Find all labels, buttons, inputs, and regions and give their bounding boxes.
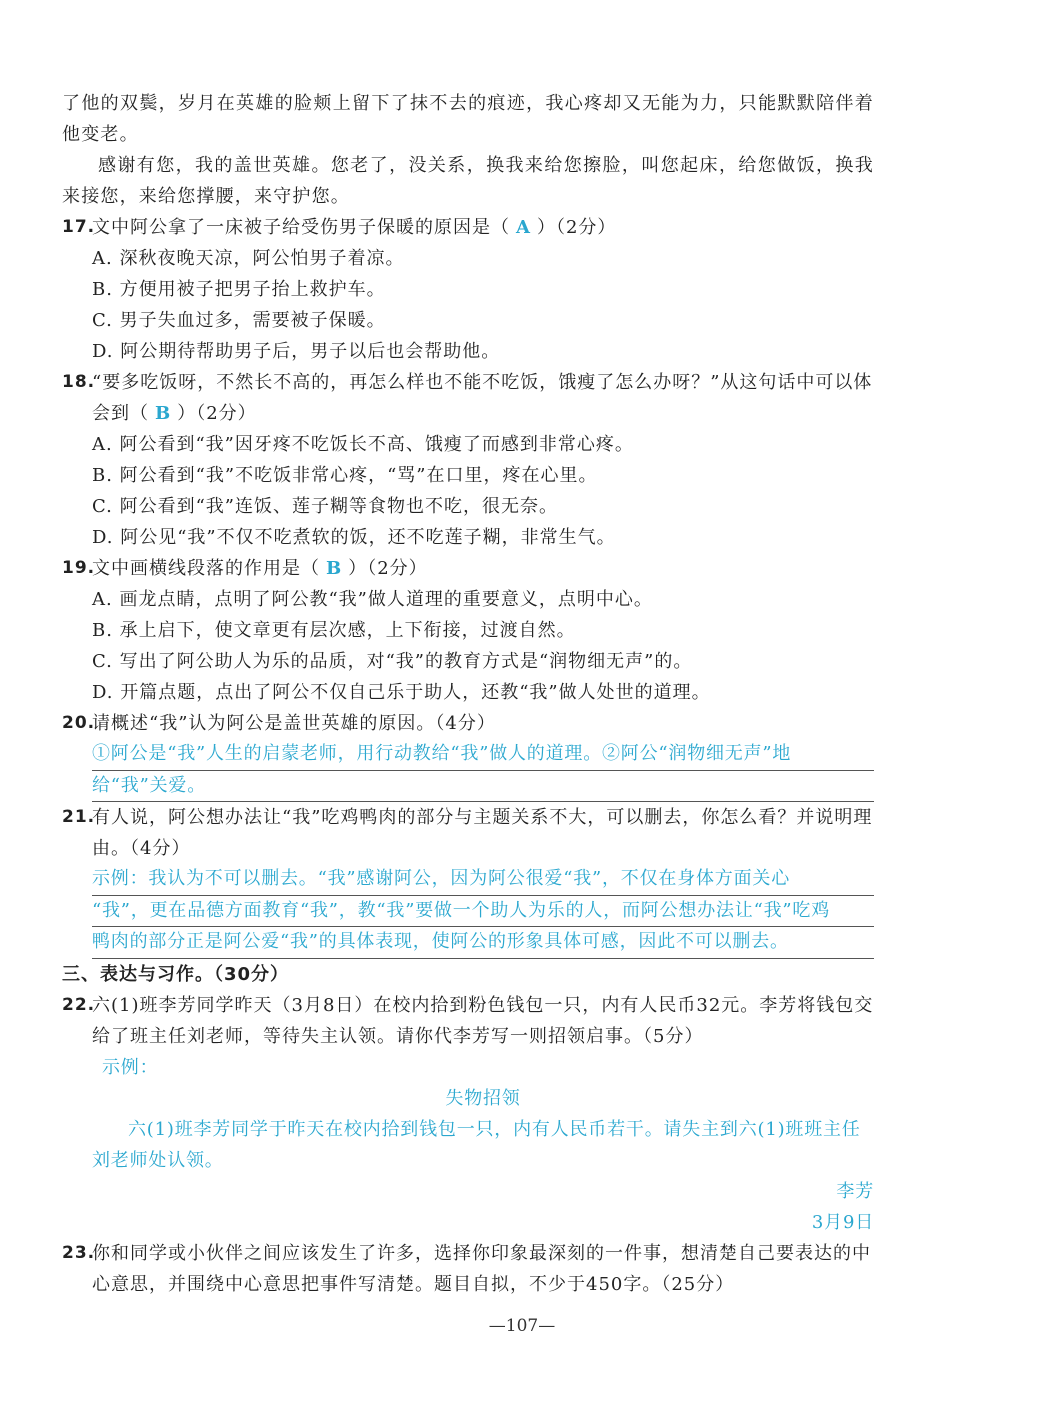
option-a: A. 阿公看到“我”因牙疼不吃饭长不高、饿瘦了而感到非常心疼。 bbox=[92, 434, 634, 455]
option-d: D. 开篇点题，点出了阿公不仅自己乐于助人，还教“我”做人处世的道理。 bbox=[92, 682, 711, 703]
answer-block bbox=[92, 739, 874, 802]
notice-title: 失物招领 bbox=[445, 1087, 521, 1109]
question-text: 你和同学或小伙伴之间应该发生了许多，选择你印象最深刻的一件事，想清楚自己要表达的中心意思，并围绕中心意思把事件写清楚。题目自拟，不少于450字。（25分） bbox=[92, 1242, 871, 1295]
question-text: “要多吃饭呀，不然长不高的，再怎么样也不能不吃饭，饿瘦了怎么办呀？”从这句话中可以体会到（ bbox=[92, 372, 873, 424]
option-c: C. 男子失血过多，需要被子保暖。 bbox=[92, 310, 386, 331]
question-text: 请概述“我”认为阿公是盖世英雄的原因。（4分） bbox=[92, 713, 496, 734]
question-score: ）（2分） bbox=[536, 217, 617, 238]
option-c: C. 写出了阿公助人为乐的品质，对“我”的教育方式是“润物细无声”的。 bbox=[92, 651, 693, 672]
question-text: 有人说，阿公想办法让“我”吃鸡鸭肉的部分与主题关系不大，可以删去，你怎么看？并说明理由。（4分） bbox=[92, 807, 873, 859]
question-20 bbox=[62, 708, 874, 739]
question-number: 23. bbox=[62, 1242, 96, 1263]
page-number: —107— bbox=[488, 1316, 556, 1336]
answer-line: 示例：我认为不可以删去。“我”感谢阿公，因为阿公很爱“我”，不仅在身体方面关心 bbox=[92, 864, 874, 896]
option-b: B. 承上启下，使文章更有层次感，上下衔接，过渡自然。 bbox=[92, 620, 576, 641]
notice-body: 六(1)班李芳同学于昨天在校内拾到钱包一只，内有人民币若干。请失主到六(1)班班主任刘老师处认领。 bbox=[92, 1118, 861, 1171]
question-score: ）（2分） bbox=[177, 403, 257, 424]
option-d: D. 阿公见“我”不仅不吃煮软的饭，还不吃莲子糊，非常生气。 bbox=[92, 527, 616, 548]
question-number: 17. bbox=[62, 217, 96, 237]
question-score: ）（2分） bbox=[348, 558, 428, 579]
question-text: 文中画横线段落的作用是（ bbox=[92, 558, 320, 579]
answer-choice: A bbox=[516, 217, 531, 238]
notice-date: 3月9日 bbox=[811, 1211, 874, 1233]
option-b: B. 方便用被子把男子抬上救护车。 bbox=[92, 279, 386, 300]
question-number: 21. bbox=[62, 807, 96, 827]
question-text: 六(1)班李芳同学昨天（3月8日）在校内拾到粉色钱包一只，内有人民币32元。李芳将钱包交给了班主任刘老师，等待失主认领。请你代李芳写一则招领启事。（5分） bbox=[92, 994, 874, 1047]
question-19 bbox=[62, 553, 874, 584]
question-number: 20. bbox=[62, 713, 96, 733]
answer-line: 给“我”关爱。 bbox=[92, 771, 874, 803]
page-content bbox=[62, 88, 874, 1300]
question-text: 文中阿公拿了一床被子给受伤男子保暖的原因是（ bbox=[92, 217, 510, 238]
question-21 bbox=[62, 802, 874, 864]
option-c: C. 阿公看到“我”连饭、莲子糊等食物也不吃，很无奈。 bbox=[92, 496, 558, 517]
example-label: 示例： bbox=[102, 1056, 159, 1078]
answer-choice: B bbox=[155, 403, 172, 424]
passage-line-1: 了他的双鬓，岁月在英雄的脸颊上留下了抹不去的痕迹，我心疼却又无能为力，只能默默陪伴着他变老。 bbox=[62, 93, 874, 145]
question-number: 19. bbox=[62, 558, 96, 578]
question-number: 22. bbox=[62, 994, 96, 1015]
answer-line: ①阿公是“我”人生的启蒙老师，用行动教给“我”做人的道理。②阿公“润物细无声”地 bbox=[92, 739, 874, 771]
question-17 bbox=[62, 212, 874, 243]
option-a: A. 深秋夜晚天凉，阿公怕男子着凉。 bbox=[92, 248, 405, 269]
question-23 bbox=[62, 1238, 874, 1300]
passage-line-2: 感谢有您，我的盖世英雄。您老了，没关系，换我来给您擦脸，叫您起床，给您做饭，换我来接您，来给您撑腰，来守护您。 bbox=[62, 155, 874, 207]
notice-signature: 李芳 bbox=[836, 1180, 874, 1202]
answer-line: “我”，更在品德方面教育“我”，教“我”要做一个助人为乐的人，而阿公想办法让“我”吃鸡 bbox=[92, 896, 874, 928]
question-22 bbox=[62, 990, 874, 1052]
question-18 bbox=[62, 367, 874, 429]
answer-block bbox=[92, 864, 874, 959]
answer-line: 鸭肉的部分正是阿公爱“我”的具体表现，使阿公的形象具体可感，因此不可以删去。 bbox=[92, 927, 874, 959]
option-d: D. 阿公期待帮助男子后，男子以后也会帮助他。 bbox=[92, 341, 501, 362]
option-a: A. 画龙点睛，点明了阿公教“我”做人道理的重要意义，点明中心。 bbox=[92, 589, 653, 610]
option-b: B. 阿公看到“我”不吃饭非常心疼，“骂”在口里，疼在心里。 bbox=[92, 465, 598, 486]
section-heading: 三、表达与习作。（30分） bbox=[62, 963, 290, 985]
answer-choice: B bbox=[326, 558, 343, 579]
question-number: 18. bbox=[62, 372, 96, 392]
